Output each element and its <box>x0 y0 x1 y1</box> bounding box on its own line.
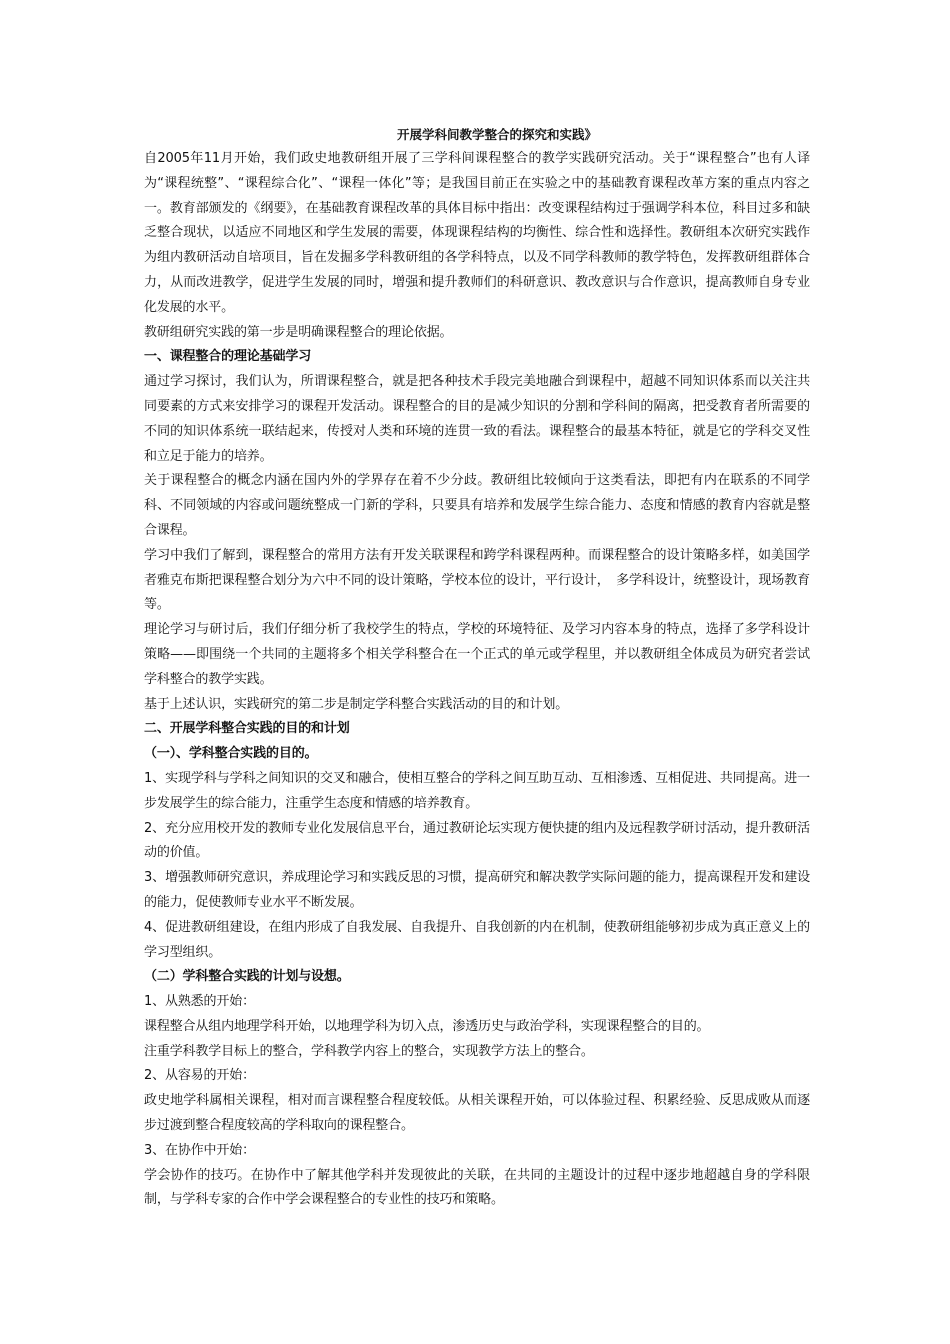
body-paragraph: 基于上述认识，实践研究的第二步是制定学科整合实践活动的目的和计划。 <box>144 696 569 712</box>
body-paragraph: 2、充分应用校开发的教师专业化发展信息平台，通过教研论坛实现方便快捷的组内及远程教学研讨活动，提升教研活动的价值。 <box>144 820 810 861</box>
section-heading: （二）学科整合实践的计划与设想。 <box>144 969 350 985</box>
body-paragraph: 课程整合从组内地理学科开始，以地理学科为切入点，渗透历史与政治学科，实现课程整合的目的。 <box>144 1018 710 1034</box>
body-paragraph: 3、增强教师研究意识，养成理论学习和实践反思的习惯，提高研究和解决教学实际问题的能力，提高课程开发和建设的能力，促使教师专业水平不断发展。 <box>144 870 810 910</box>
section-heading: 二、开展学科整合实践的目的和计划 <box>144 721 350 737</box>
body-paragraph: 3、在协作中开始： <box>144 1142 255 1158</box>
body-paragraph: 注重学科教学目标上的整合，学科教学内容上的整合，实现教学方法上的整合。 <box>144 1043 594 1059</box>
document-body <box>144 147 810 1213</box>
body-paragraph: 通过学习探讨，我们认为，所谓课程整合，就是把各种技术手段完美地融合到课程中，超越不同知识体系而以关注共同要素的方式来安排学习的课程开发活动。课程整合的目的是减少知识的分割和学科间的隔离，把受教育者所需要的不同的知识体系统一联结起来，传授对人类和环境的连贯一致的看法。课程整合的最基本特征，就是它的学科交叉性和立足于能力的培养。 <box>144 374 810 464</box>
section-heading: 一、课程整合的理论基础学习 <box>144 349 312 365</box>
body-paragraph: 学会协作的技巧。在协作中了解其他学科并发现彼此的关联，在共同的主题设计的过程中逐步地超越自身的学科限制，与学科专家的合作中学会课程整合的专业性的技巧和策略。 <box>144 1167 810 1208</box>
document-page <box>144 125 810 1213</box>
body-paragraph: 4、促进教研组建设，在组内形成了自我发展、自我提升、自我创新的内在机制，使教研组能够初步成为真正意义上的学习型组织。 <box>144 919 810 960</box>
section-heading: （一）、学科整合实践的目的。 <box>144 746 318 762</box>
document-title: 开展学科间教学整合的探究和实践》 <box>396 127 597 142</box>
body-paragraph: 关于课程整合的概念内涵在国内外的学界存在着不少分歧。教研组比较倾向于这类看法，即把有内在联系的不同学科、不同领域的内容或问题统整成一门新的学科，只要具有培养和发展学生综合能力、态度和情感的教育内容就是整合课程。 <box>144 473 810 538</box>
body-paragraph: 1、实现学科与学科之间知识的交叉和融合，使相互整合的学科之间互助互动、互相渗透、互相促进、共同提高。进一步发展学生的综合能力，注重学生态度和情感的培养教育。 <box>144 770 810 811</box>
body-paragraph: 理论学习与研讨后，我们仔细分析了我校学生的特点，学校的环境特征、及学习内容本身的特点，选择了多学科设计策略——即围绕一个共同的主题将多个相关学科整合在一个正式的单元或学程里，并以教研组全体成员为研究者尝试学科整合的教学实践。 <box>144 622 810 687</box>
body-paragraph: 政史地学科属相关课程，相对而言课程整合程度较低。从相关课程开始，可以体验过程、积累经验、反思成败从而逐步过渡到整合程度较高的学科取向的课程整合。 <box>144 1093 810 1134</box>
body-paragraph: 1、从熟悉的开始： <box>144 994 255 1010</box>
body-paragraph: 2、从容易的开始： <box>144 1068 255 1084</box>
body-paragraph: 自2005年11月开始，我们政史地教研组开展了三学科间课程整合的教学实践研究活动。关于“课程整合”也有人译为“课程统整”、“课程综合化”、“课程一体化”等；是我国目前正在实验之中的基础教育课程改革方案的重点内容之一。教育部颁发的《纲要》，在基础教育课程改革的具体目标中指出：改变课程结构过于强调学科本位，科目过多和缺乏整合现状，以适应不同地区和学生发展的需要，体现课程结构的均衡性、综合性和选择性。教研组本次研究实践作为组内教研活动自培项目，旨在发掘多学科教研组的各学科特点，以及不同学科教师的教学特色，发挥教研组群体合力，从而改进教学，促进学生发展的同时，增强和提升教师们的科研意识、教改意识与合作意识，提高教师自身专业化发展的水平。 <box>144 151 810 315</box>
body-paragraph: 学习中我们了解到，课程整合的常用方法有开发关联课程和跨学科课程两种。而课程整合的设计策略多样，如美国学者雅克布斯把课程整合划分为六中不同的设计策略，学校本位的设计，平行设计， 多学科设计，统整设计，现场教育等。 <box>144 547 810 613</box>
body-paragraph: 教研组研究实践的第一步是明确课程整合的理论依据。 <box>144 324 453 340</box>
